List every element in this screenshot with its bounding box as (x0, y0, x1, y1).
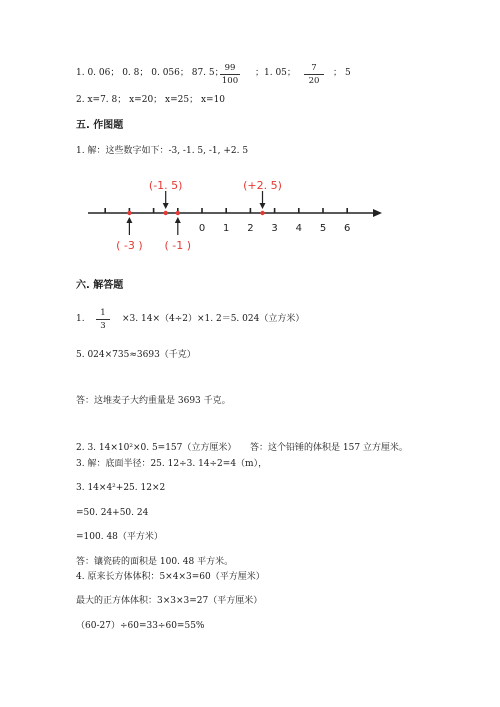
fraction-99-100 (220, 63, 240, 86)
number-line-figure (0, 178, 500, 258)
fraction-bar (304, 74, 324, 75)
fraction-bar (220, 74, 240, 75)
answer-line-2: 2. x=7. 8； x=20； x=25； x=10 (76, 95, 226, 105)
fraction-numerator: 99 (224, 63, 236, 73)
tick-label: 3 (271, 223, 278, 234)
number-line-callouts (116, 179, 282, 252)
number-line-tick-labels (199, 223, 351, 234)
separator-1: ； (255, 68, 265, 78)
pointer-arrowhead (175, 217, 181, 223)
solution-1-answer: 答：这堆麦子大约重量是 3693 千克。 (76, 396, 231, 406)
tick-label: 0 (198, 223, 206, 234)
fraction-bar (96, 319, 110, 320)
tick-label: 1 (223, 223, 230, 234)
fraction-1-3 (96, 308, 110, 331)
number-line-arrowhead (373, 209, 382, 217)
pointer-arrowhead (260, 203, 266, 209)
callout-label: ( -1 ) (164, 239, 192, 252)
separator-2: ； (333, 68, 343, 78)
section-heading-drawing: 五. 作图题 (76, 120, 124, 131)
fraction-numerator: 1 (100, 308, 106, 318)
solution-1-weight: 5. 024×735≈3693（千克） (76, 350, 196, 360)
solution-4-volume: 4. 原来长方体体积：5×4×3=60（平方厘米） (76, 572, 265, 582)
point-marker (127, 211, 131, 215)
solution-3-step-2: =50. 24+50. 24 (76, 508, 149, 518)
pointer-arrowhead (126, 217, 132, 223)
solution-2-formula: 2. 3. 14×10²×0. 5=157（立方厘米） (76, 443, 237, 453)
solution-2-answer: 答：这个铅锤的体积是 157 立方厘米。 (250, 443, 408, 453)
solution-3-step-3: =100. 48（平方米） (76, 532, 163, 542)
callout-label: ( -3 ) (116, 239, 143, 252)
fraction-7-20 (304, 63, 324, 86)
answer-line-1-part-b: 1. 05； (264, 68, 296, 78)
solution-1-formula: ×3. 14×（4÷2）×1. 2＝5. 024（立方米） (122, 314, 305, 324)
drawing-answer-line: 1. 解：这些数字如下：-3, -1. 5, -1, +2. 5 (76, 146, 249, 156)
tick-label: 2 (247, 223, 254, 234)
solution-1-prefix: 1. (76, 314, 85, 324)
section-heading-solutions: 六. 解答题 (76, 280, 124, 291)
callout-label: (+2. 5) (243, 179, 282, 192)
fraction-denominator: 3 (100, 321, 106, 331)
fraction-numerator: 7 (311, 63, 317, 73)
solution-3-radius: 3. 解：底面半径：25. 12÷3. 14÷2=4（m）， (76, 459, 268, 469)
tick-label: 4 (295, 223, 302, 234)
tick-label: 5 (319, 223, 327, 234)
point-marker (176, 211, 180, 215)
fraction-denominator: 100 (221, 76, 239, 86)
pointer-arrowhead (163, 203, 169, 209)
callout-label: (-1. 5) (148, 179, 183, 192)
point-marker (260, 211, 264, 215)
solution-3-step-1: 3. 14×4²+25. 12×2 (76, 483, 166, 493)
answer-line-1-part-a: 1. 0. 06； 0. 8； 0. 056； 87. 5； (76, 68, 224, 78)
solution-3-answer: 答：镶瓷砖的面积是 100. 48 平方米。 (76, 557, 234, 567)
fraction-denominator: 20 (308, 76, 320, 86)
point-marker (164, 211, 168, 215)
answer-line-1-part-c: 5 (345, 68, 351, 78)
solution-4-percent: （60-27）÷60=33÷60=55% (76, 621, 205, 631)
tick-label: 6 (344, 223, 351, 234)
solution-4-cube: 最大的正方体体积：3×3×3=27（平方厘米） (76, 596, 263, 606)
